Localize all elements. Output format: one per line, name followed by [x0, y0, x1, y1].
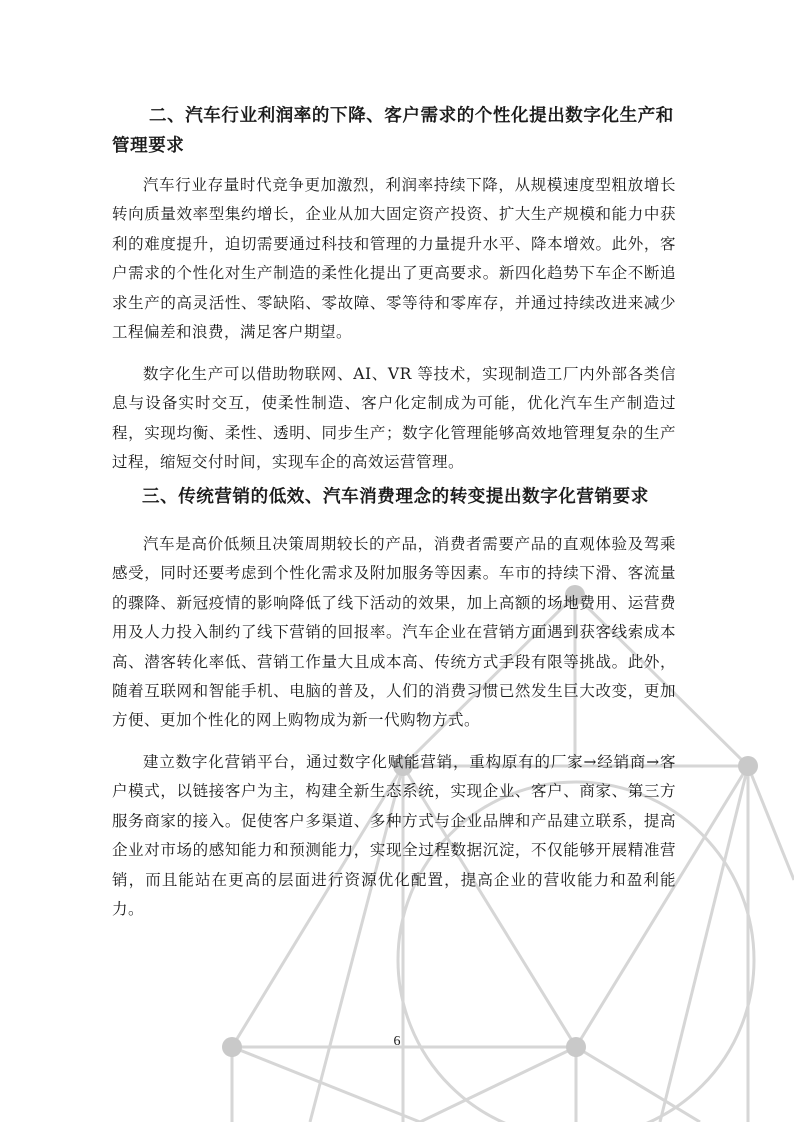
watermark-line — [748, 766, 794, 880]
section-heading-3: 三、传统营销的低效、汽车消费理念的转变提出数字化营销要求 — [142, 487, 649, 507]
watermark-node — [738, 756, 758, 776]
section-2-paragraph-2: 数字化生产可以借助物联网、AI、VR 等技术，实现制造工厂内外部各类信息与设备实时交互，使柔性制造、客户化定制成为可能，优化汽车生产制造过程，实现均衡、柔性、透明、同步生产；数字化管理能够高效地管理复杂的生产过程，缩短交付时间，实现车企的高效运营管理。 — [112, 365, 676, 472]
section-heading-2: 二、汽车行业利润率的下降、客户需求的个性化提出数字化生产和管理要求 — [112, 106, 674, 156]
section-3-paragraph-1: 汽车是高价低频且决策周期较长的产品，消费者需要产品的直观体验及驾乘感受，同时还要考虑到个性化需求及附加服务等因素。车市的持续下滑、客流量的骤降、新冠疫情的影响降低了线下活动的效果，加上高额的场地费用、运营费用及人力投入制约了线下营销的回报率。汽车企业在营销方面遇到获客线索成本高、潜客转化率低、营销工作量大且成本高、传统方式手段有限等挑战。此外，随着互联网和智能手机、电脑的普及，人们的消费习惯已然发生巨大改变，更加方便、更加个性化的网上购物成为新一代购物方式。 — [112, 535, 676, 730]
watermark-line — [420, 1047, 576, 1122]
section-3-paragraph-2: 建立数字化营销平台，通过数字化赋能营销，重构原有的厂家→经销商→客户模式，以链接客户为主，构建全新生态系统，实现企业、客户、商家、第三方服务商家的接入。促使客户多渠道、多种方式与企业品牌和产品建立联系，提高企业对市场的感知能力和预测能力，实现全过程数据沉淀，不仅能够开展精准营销，而且能站在更高的层面进行资源优化配置，提高企业的营收能力和盈利能力。 — [112, 753, 676, 919]
section-2-paragraph-1: 汽车行业存量时代竞争更加激烈，利润率持续下降，从规模速度型粗放增长转向质量效率型集约增长，企业从加大固定资产投资、扩大生产规模和能力中获利的难度提升，迫切需要通过科技和管理的力量提升水平、降本增效。此外，客户需求的个性化对生产制造的柔性化提出了更高要求。新四化趋势下车企不断追求生产的高灵活性、零缺陷、零故障、零等待和零库存，并通过持续改进来减少工程偏差和浪费，满足客户期望。 — [112, 176, 676, 342]
page-number: 6 — [393, 1034, 401, 1049]
watermark-line — [576, 1047, 700, 1122]
